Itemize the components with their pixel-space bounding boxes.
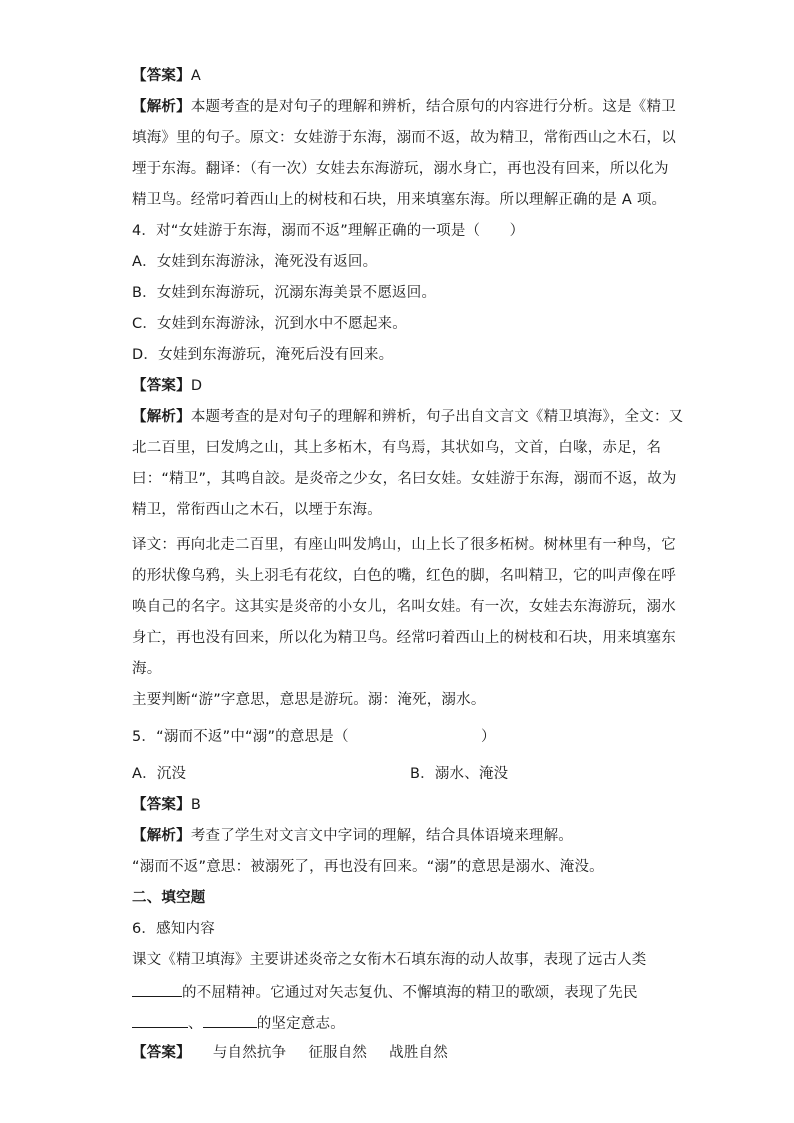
q4-translation-line-3: 唤自己的名字。这其实是炎帝的小女儿，名叫女娃。有一次，女娃去东海游玩，溺水 [132, 599, 676, 615]
q4-option-c: C．女娃到东海游泳，沉到水中不愿起来。 [132, 316, 407, 332]
q3-analysis-line-4: 精卫鸟。经常叼着西山上的树枝和石块，用来填塞东海。所以理解正确的是 A 项。 [132, 192, 667, 208]
q6-stem: 6．感知内容 [132, 921, 215, 937]
q6-answer-2: 征服自然 [308, 1045, 368, 1061]
section-title: 二、填空题 [132, 890, 206, 906]
answer-label: 【答案】 [132, 378, 191, 394]
q4-option-b: B．女娃到东海游玩，沉溺东海美景不愿返回。 [132, 285, 437, 301]
q6-answer-1: 与自然抗争 [212, 1045, 287, 1061]
q4-main-point: 主要判断“游”字意思，意思是游玩。溺：淹死，溺水。 [132, 692, 486, 708]
q6-line-1: 课文《精卫填海》主要讲述炎帝之女衔木石填东海的动人故事，表现了远古人类 [132, 952, 647, 968]
q4-option-a: A．女娃到东海游泳，淹死没有返回。 [132, 254, 378, 270]
q3-answer-line [132, 66, 201, 86]
fill-blank[interactable] [203, 1012, 257, 1028]
q4-analysis-line-4: 精卫，常衔西山之木石，以堙于东海。 [132, 502, 382, 518]
q5-explanation: “溺而不返”意思：被溺死了，再也没有回来。“溺”的意思是溺水、淹没。 [132, 859, 604, 875]
fill-blank[interactable] [132, 1012, 188, 1028]
q6-answer-3: 战胜自然 [389, 1045, 448, 1061]
q4-analysis-line-2: 北二百里，曰发鸠之山，其上多柘木，有鸟焉，其状如乌，文首，白喙，赤足，名 [132, 440, 662, 456]
analysis-label: 【解析】 [132, 409, 191, 425]
q4-stem: 4．对“女娃游于东海，溺而不返”理解正确的一项是（ ） [132, 223, 525, 239]
q4-analysis-line-3: 曰：“精卫”，其鸣自詨。是炎帝之少女，名曰女娃。女娃游于东海，溺而不返，故为 [132, 471, 677, 487]
q5-option-a: A．沉没 [132, 766, 187, 782]
q4-translation-line-5: 海。 [132, 661, 162, 677]
q5-analysis-line: 【解析】考查了学生对文言文中字词的理解，结合具体语境来理解。 [132, 828, 574, 844]
q4-translation-line-4: 身亡，再也没有回来，所以化为精卫鸟。经常叼着西山上的树枝和石块，用来填塞东 [132, 630, 676, 646]
q4-answer: D [190, 378, 203, 394]
q4-translation-line-1: 译文：再向北走二百里，有座山叫发鸠山，山上长了很多柘树。树林里有一种鸟，它 [132, 537, 676, 553]
q3-answer: A [190, 68, 201, 84]
answer-label: 【答案】 [132, 68, 191, 84]
answer-label: 【答案】 [132, 797, 191, 813]
q4-answer-line [132, 376, 202, 396]
q4-option-d: D．女娃到东海游玩，淹死后没有回来。 [132, 347, 394, 363]
q3-analysis-line-1: 【解析】本题考查的是对句子的理解和辨析，结合原句的内容进行分析。这是《精卫 [132, 99, 676, 115]
q5-answer-line [132, 795, 201, 815]
q5-options [132, 764, 632, 784]
q5-answer: B [190, 797, 201, 813]
q6-answer-line [132, 1043, 448, 1063]
answer-label: 【答案】 [132, 1045, 191, 1061]
q5-option-b: B．溺水、淹没 [410, 766, 509, 782]
q3-analysis-line-2: 填海》里的句子。原文：女娃游于东海，溺而不返，故为精卫，常衔西山之木石，以 [132, 130, 676, 146]
q5-stem: 5．“溺而不返”中“溺”的意思是（ ） [132, 729, 496, 745]
analysis-label: 【解析】 [132, 828, 191, 844]
fill-blank[interactable] [132, 981, 182, 997]
analysis-label: 【解析】 [132, 99, 191, 115]
q3-analysis-line-3: 堙于东海。翻译：（有一次）女娃去东海游玩，溺水身亡，再也没有回来，所以化为 [132, 161, 669, 177]
q4-analysis-line-1: 【解析】本题考查的是对句子的理解和辨析，句子出自文言文《精卫填海》，全文：又 [132, 409, 684, 425]
q6-line-3: 、 的坚定意志。 [132, 1012, 345, 1034]
q4-translation-line-2: 的形状像乌鸦，头上羽毛有花纹，白色的嘴，红色的脚，名叫精卫，它的叫声像在呼 [132, 568, 676, 584]
q6-line-2: 的不屈精神。它通过对矢志复仇、不懈填海的精卫的歌颂，表现了先民 [132, 981, 638, 1003]
